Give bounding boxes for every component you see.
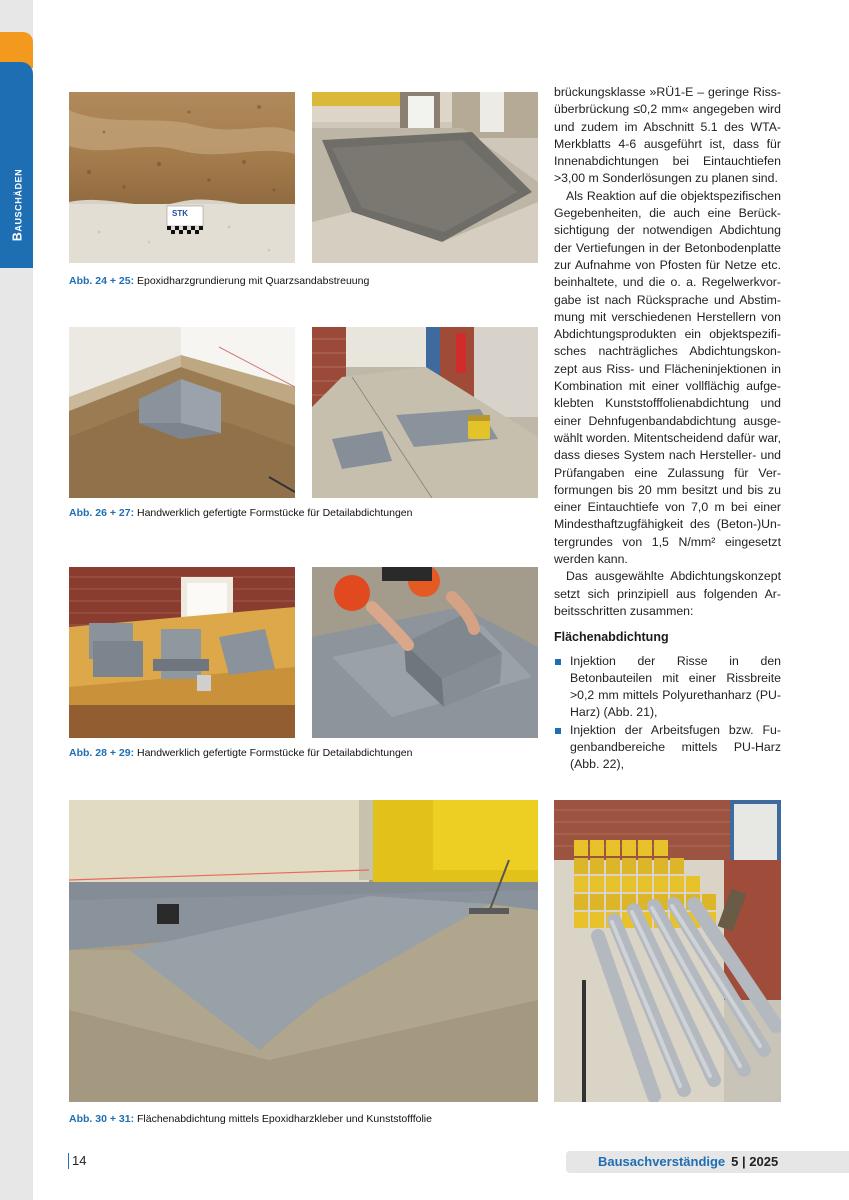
caption-label: Abb. 28 + 29: — [69, 747, 135, 759]
photo-abb-26 — [69, 327, 295, 498]
body-paragraph: Als Reaktion auf die objektspezifischen Gegebenheiten, die auch eine Berücksichtigung der notwendigen Abdichtung der Vertiefungen in der Betonbodenplatte zur Aufnahme von Pfosten für Netze etc. beinhaltete, und die o. a. Regelwerkvorgabe ist nach Rücksprache und Abstimmung mit verschiedenen Herstellern von Abdichtungsprodukten ein objektspezifisches nachträgliches Abdichtungskonzept aus Riss- und Flächeninjektionen in Kombination mit einer vollflächig aufgeklebten Kunststofffolienabdichtung und einer Dehnfugenbandabdichtung ausgewählt worden. Mitentscheidend dafür war, dass dieses System nach Hersteller- und Prüfangaben eine Zulassung für Verformungen bis 20 mm besitzt und bis zu einer Eintauchtiefe von 7,0 m bei einer Mindesthaftzugfähigkeit des (Beton-)Untergrundes von 1,5 N/mm² eingesetzt werden kann. — [554, 188, 781, 567]
caption-label: Abb. 30 + 31: — [69, 1113, 135, 1125]
photo-abb-31 — [554, 800, 781, 1102]
body-text-column — [554, 84, 781, 774]
caption-abb-24-25 — [69, 275, 369, 288]
caption-label: Abb. 24 + 25: — [69, 275, 135, 287]
photo-abb-30 — [69, 800, 538, 1102]
stk-marker-text: STK — [172, 209, 188, 218]
photo-abb-28 — [69, 567, 295, 738]
magazine-name: Bausachverständige — [598, 1154, 726, 1169]
photo-abb-25 — [312, 92, 538, 263]
footer-publication — [598, 1154, 778, 1170]
bullet-item: Injektion der Risse in den Betonbauteilen mit einer Rissbreite >0,2 mm mittels Polyurethanharz (PU-Harz) (Abb. 21), — [554, 653, 781, 722]
section-label-text: Bauschäden — [10, 168, 24, 242]
page-number: 14 — [68, 1153, 86, 1169]
photo-abb-27 — [312, 327, 538, 498]
issue-number: 5 | 2025 — [731, 1154, 779, 1169]
caption-abb-28-29 — [69, 747, 412, 760]
caption-text: Handwerklich gefertigte Formstücke für Detailabdichtungen — [134, 747, 413, 759]
bullet-item: Injektion der Arbeitsfugen bzw. Fugenbandbereiche mittels PU-Harz (Abb. 22), — [554, 722, 781, 774]
body-paragraph: Das ausgewählte Abdichtungskonzept setzt sich prinzipiell aus folgenden Arbeitsschritten zusammen: — [554, 569, 781, 618]
body-paragraph: brückungsklasse »RÜ1-E – geringe Rissüberbrückung ≤0,2 mm« angegeben wird und zudem im Abschnitt 5.1 des WTA-Merkblatts 4-6 ausgeführt ist, dass für Innenabdichtungen bei Eintauchtiefen >3,00 m Sonderlösungen zu planen sind. — [554, 85, 781, 186]
caption-text: Handwerklich gefertigte Formstücke für Detailabdichtungen — [134, 507, 413, 519]
photo-abb-24 — [69, 92, 295, 263]
bullet-list — [554, 653, 781, 774]
section-heading: Flächenabdichtung — [554, 630, 669, 645]
caption-text: Flächenabdichtung mittels Epoxidharzkleber und Kunststofffolie — [134, 1113, 432, 1125]
section-label — [4, 150, 30, 260]
caption-abb-30-31 — [69, 1113, 432, 1126]
caption-text: Epoxidharzgrundierung mit Quarzsandabstreuung — [134, 275, 370, 287]
caption-label: Abb. 26 + 27: — [69, 507, 135, 519]
caption-abb-26-27 — [69, 507, 412, 520]
photo-abb-29 — [312, 567, 538, 738]
